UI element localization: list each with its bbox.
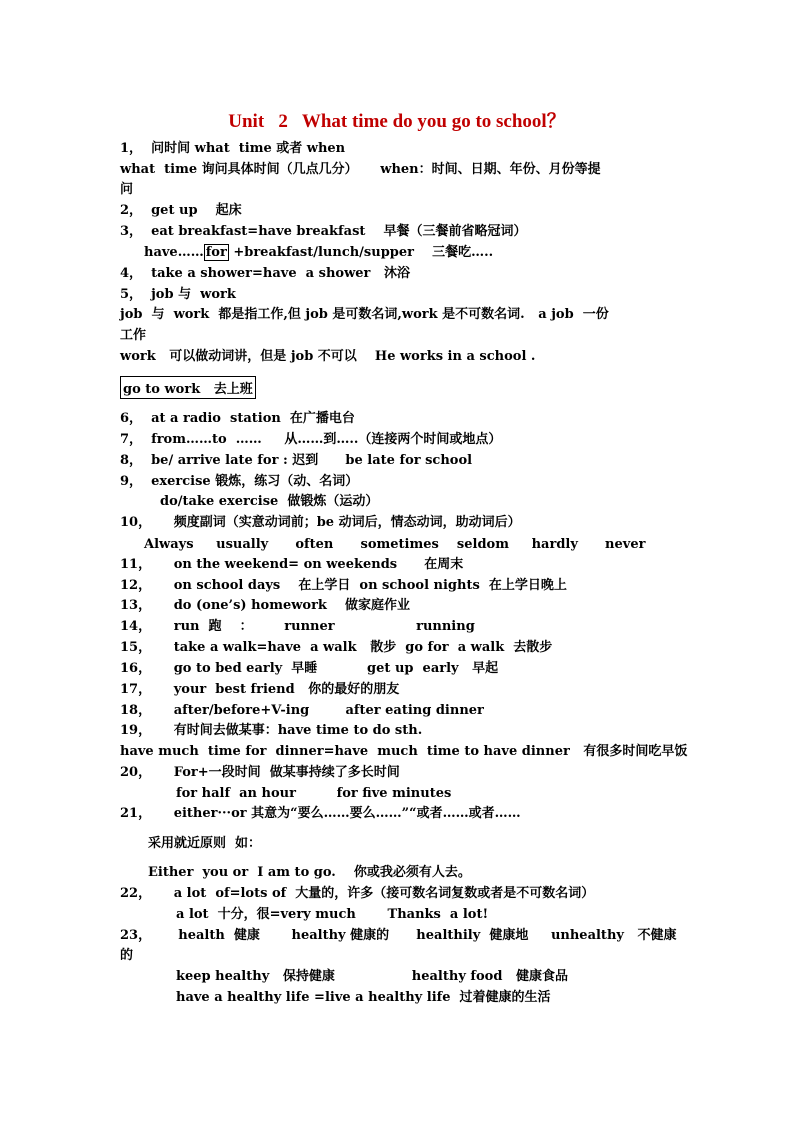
note-line: 1， 问时间 what time 或者 when <box>120 141 346 156</box>
note-line: a lot 十分，很=very much Thanks a lot! <box>176 907 489 922</box>
note-line: 15， take a walk=have a walk 散步 go for a walk 去散步 <box>120 640 553 655</box>
note-line: 3， eat breakfast=have breakfast 早餐（三餐前省略冠词） <box>120 224 527 239</box>
note-line: work 可以做动词讲，但是 job 不可以 He works in a school . <box>120 349 536 364</box>
note-line: job 与 work 都是指工作,但 job 是可数名词,work 是不可数名词. a job 一份 <box>120 307 609 322</box>
note-line: 6， at a radio station 在广播电台 <box>120 411 355 426</box>
note-line: 16， go to bed early 早睡 get up early 早起 <box>120 661 499 676</box>
note-line <box>144 244 493 262</box>
note-line: for half an hour for five minutes <box>176 786 452 801</box>
note-line: 21， either···or 其意为“要么……要么……”“或者……或者…… <box>120 806 521 821</box>
note-line: 5， job 与 work <box>120 287 236 302</box>
note-line: 22， a lot of=lots of 大量的，许多（接可数名词复数或者是不可数名词） <box>120 886 595 901</box>
note-line: Always usually often sometimes seldom hardly never <box>144 537 646 552</box>
note-line: 的 <box>120 948 134 963</box>
note-line: what time 询问具体时间（几点几分） when：时间、日期、年份、月份等提 <box>120 162 601 177</box>
note-line: have much time for dinner=have much time to have dinner 有很多时间吃早饭 <box>120 744 688 759</box>
note-line: keep healthy 保持健康 healthy food 健康食品 <box>176 969 568 984</box>
note-line: 9， exercise 锻炼，练习（动、名词） <box>120 474 359 489</box>
note-line: 2， get up 起床 <box>120 203 242 218</box>
note-text: +breakfast/lunch/supper 三餐吃….. <box>228 245 494 260</box>
note-line: have a healthy life =live a healthy life 过着健康的生活 <box>176 990 551 1005</box>
note-line: 12， on school days 在上学日 on school nights 在上学日晚上 <box>120 578 567 593</box>
note-line: 17， your best friend 你的最好的朋友 <box>120 682 400 697</box>
note-line: 14， run 跑 ： runner running <box>120 619 475 634</box>
boxed-phrase: go to work 去上班 <box>120 376 256 399</box>
boxed-word: for <box>205 245 227 260</box>
page-title: Unit 2 What time do you go to school？ <box>228 111 566 132</box>
note-line: Either you or I am to go. 你或我必须有人去。 <box>148 865 471 880</box>
note-line: 23， health 健康 healthy 健康的 healthily 健康地 unhealthy 不健康 <box>120 928 677 943</box>
note-line: 工作 <box>120 328 147 343</box>
note-text: have…… <box>144 245 204 260</box>
note-line: 18， after/before+V-ing after eating dinner <box>120 703 484 718</box>
note-line: do/take exercise 做锻炼（运动） <box>160 494 379 509</box>
note-line: 13， do (one’s) homework 做家庭作业 <box>120 598 411 613</box>
note-line: 问 <box>120 182 134 197</box>
note-line: 19， 有时间去做某事：have time to do sth. <box>120 723 423 738</box>
note-line: 20， For+一段时间 做某事持续了多长时间 <box>120 765 400 780</box>
note-line: 7， from……to …… 从……到…..（连接两个时间或地点） <box>120 432 502 447</box>
note-line: 8， be/ arrive late for : 迟到 be late for school <box>120 453 473 468</box>
note-line: 10， 频度副词（实意动词前；be 动词后，情态动词，助动词后） <box>120 515 521 530</box>
note-line: 11， on the weekend= on weekends 在周末 <box>120 557 464 572</box>
note-line: 4， take a shower=have a shower 沐浴 <box>120 266 410 281</box>
note-line: 采用就近原则 如： <box>148 836 262 851</box>
